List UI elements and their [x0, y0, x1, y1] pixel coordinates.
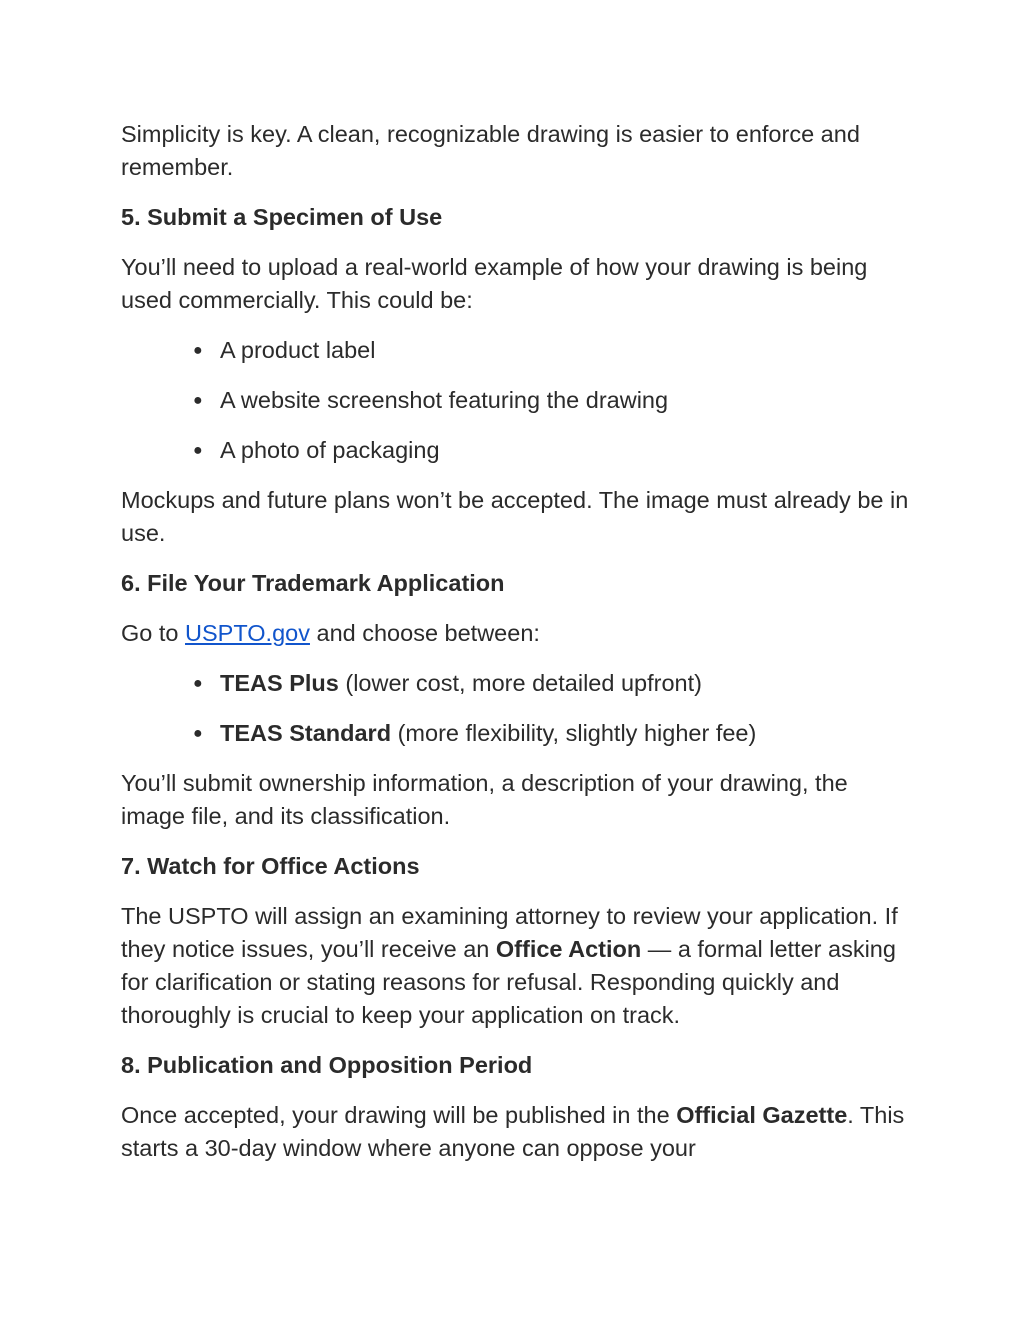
section-7-heading: 7. Watch for Office Actions [121, 853, 420, 879]
option-name: TEAS Standard [220, 720, 392, 746]
section-6-paragraph: Go to USPTO.gov and choose between: [121, 620, 540, 646]
list-item: ● A website screenshot featuring the drawing [121, 384, 911, 417]
document-page [121, 118, 911, 1165]
section-5-paragraph: You’ll need to upload a real-world example of how your drawing is being used commercially. This could be: [121, 254, 868, 313]
uspto-link[interactable]: USPTO.gov [185, 620, 310, 646]
list-item: ● A product label [121, 334, 911, 367]
section-8-paragraph: Once accepted, your drawing will be published in the Official Gazette. This starts a 30-day window where anyone can oppose your [121, 1102, 905, 1161]
list-item: ● TEAS Plus (lower cost, more detailed upfront) [121, 667, 911, 700]
section-6-after-paragraph: You’ll submit ownership information, a description of your drawing, the image file, and its classification. [121, 770, 848, 829]
section-8-heading: 8. Publication and Opposition Period [121, 1052, 533, 1078]
bullet-icon: ● [193, 675, 203, 692]
section-5-after-paragraph: Mockups and future plans won’t be accepted. The image must already be in use. [121, 487, 909, 546]
bullet-icon: ● [193, 342, 203, 359]
bullet-icon: ● [193, 392, 203, 409]
section-7-paragraph: The USPTO will assign an examining attorney to review your application. If they notice issues, you’ll receive an Office Action — a formal letter asking for clarification or stating reasons for refusal. Responding quickly and thoroughly is crucial to keep your application on track. [121, 903, 898, 1028]
list-item: ● TEAS Standard (more flexibility, slightly higher fee) [121, 717, 911, 750]
option-name: TEAS Plus [220, 670, 339, 696]
bullet-icon: ● [193, 725, 203, 742]
section-5-heading: 5. Submit a Specimen of Use [121, 204, 443, 230]
intro-paragraph: Simplicity is key. A clean, recognizable drawing is easier to enforce and remember. [121, 121, 860, 180]
specimen-list [121, 334, 911, 467]
bullet-icon: ● [193, 442, 203, 459]
section-6-heading: 6. File Your Trademark Application [121, 570, 505, 596]
list-item: ● A photo of packaging [121, 434, 911, 467]
teas-options-list [121, 667, 911, 750]
